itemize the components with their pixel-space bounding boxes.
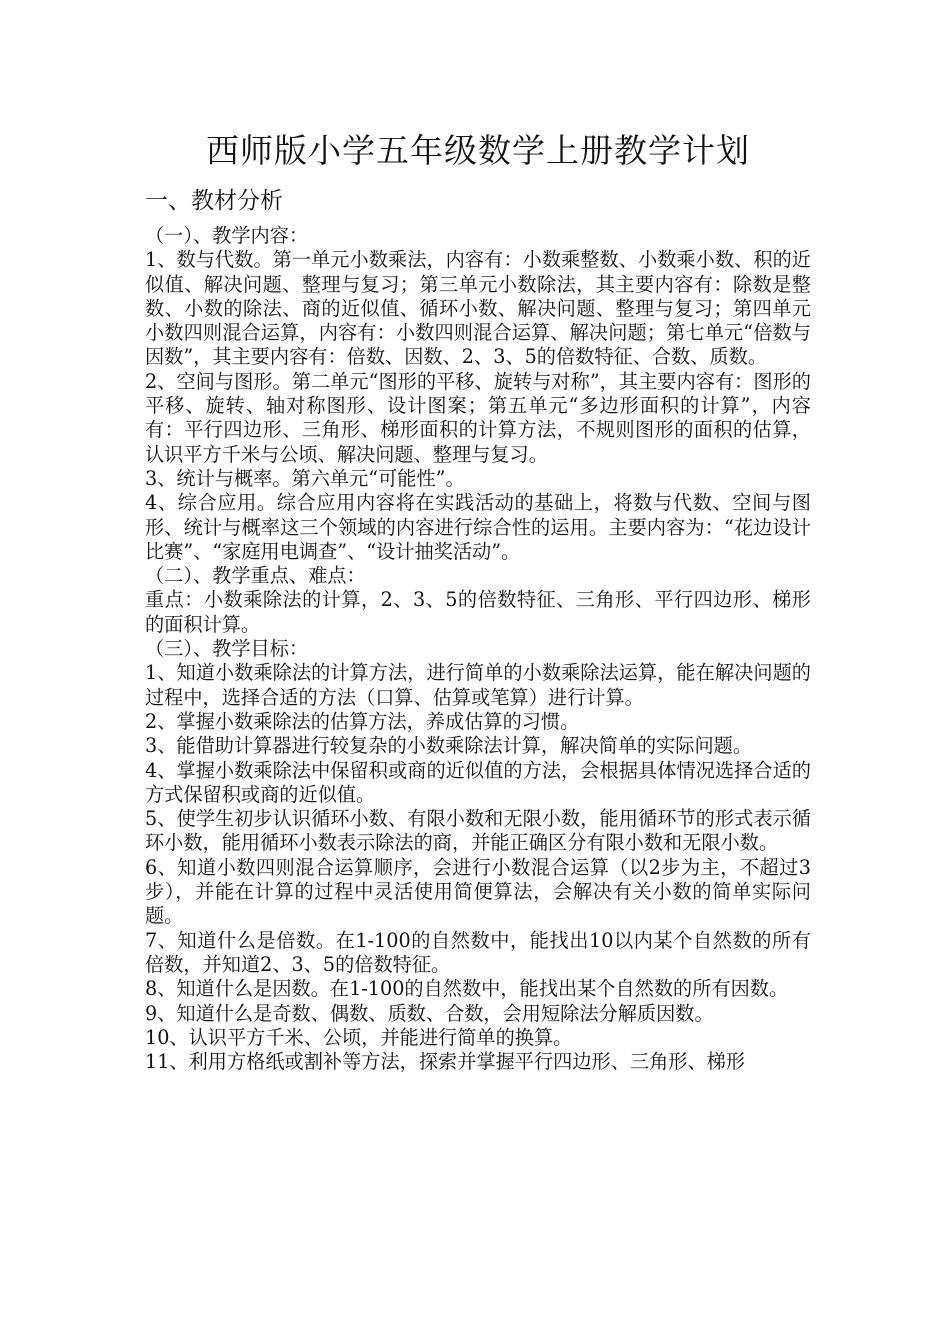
content-paragraph: 2、空间与图形。第二单元“图形的平移、旋转与对称”，其主要内容有：图形的平移、旋转、轴对称图形、设计图案；第五单元“多边形面积的计算”，内容有：平行四边形、三角形、梯形面积的计算方法，不规则图形的面积的估算，认识平方千米与公顷、解决问题、整理与复习。: [145, 369, 811, 466]
subsection-teaching-goals: （三）、教学目标：: [145, 637, 309, 661]
subsection-key-points: （二）、教学重点、难点：: [145, 564, 366, 588]
goal-item: 4、掌握小数乘除法中保留积或商的近似值的方法，会根据具体情况选择合适的方式保留积或商的近似值。: [145, 758, 811, 806]
goal-item: 10、认识平方千米、公顷，并能进行简单的换算。: [145, 1025, 573, 1049]
goal-item: 1、知道小数乘除法的计算方法，进行简单的小数乘除法运算，能在解决问题的过程中，选择合适的方法（口算、估算或笔算）进行计算。: [145, 661, 811, 709]
goal-item: 6、知道小数四则混合运算顺序，会进行小数混合运算（以2步为主，不超过3步），并能在计算的过程中灵活使用简便算法，会解决有关小数的简单实际问题。: [145, 855, 811, 928]
document-title: 西师版小学五年级数学上册教学计划: [206, 131, 750, 170]
goal-item: 9、知道什么是奇数、偶数、质数、合数，会用短除法分解质因数。: [145, 1001, 714, 1025]
goal-item: 5、使学生初步认识循环小数、有限小数和无限小数，能用循环节的形式表示循环小数，能用循环小数表示除法的商，并能正确区分有限小数和无限小数。: [145, 807, 811, 855]
goal-item: 7、知道什么是倍数。在1-100的自然数中，能找出10以内某个自然数的所有倍数，并知道2、3、5的倍数特征。: [145, 928, 811, 976]
key-points-paragraph: 重点：小数乘除法的计算，2、3、5的倍数特征、三角形、平行四边形、梯形的面积计算。: [145, 588, 811, 636]
content-paragraph: 4、综合应用。综合应用内容将在实践活动的基础上，将数与代数、空间与图形、统计与概率这三个领域的内容进行综合性的运用。主要内容为：“花边设计比赛”、“家庭用电调查”、“设计抽奖活动”。: [145, 491, 811, 563]
goal-item: 3、能借助计算器进行较复杂的小数乘除法计算，解决简单的实际问题。: [145, 734, 753, 758]
subsection-teaching-content: （一）、教学内容：: [145, 224, 309, 247]
goal-item: 2、掌握小数乘除法的估算方法，养成估算的习惯。: [145, 709, 580, 733]
section-heading-textbook-analysis: 一、教材分析: [145, 188, 283, 214]
goal-item: 8、知道什么是因数。在1-100的自然数中，能找出某个自然数的所有因数。: [145, 977, 789, 1001]
goal-item: 11、利用方格纸或割补等方法，探索并掌握平行四边形、三角形、梯形: [145, 1050, 746, 1074]
content-paragraph: 1、数与代数。第一单元小数乘法，内容有：小数乘整数、小数乘小数、积的近似值、解决问题、整理与复习；第三单元小数除法，其主要内容有：除数是整数、小数的除法、商的近似值、循环小数、解决问题、整理与复习；第四单元小数四则混合运算，内容有：小数四则混合运算、解决问题；第七单元“倍数与因数”，其主要内容有：倍数、因数、2、3、5的倍数特征、合数、质数。: [145, 248, 811, 369]
content-paragraph: 3、统计与概率。第六单元“可能性”。: [145, 466, 465, 490]
document-page: [145, 124, 811, 1074]
